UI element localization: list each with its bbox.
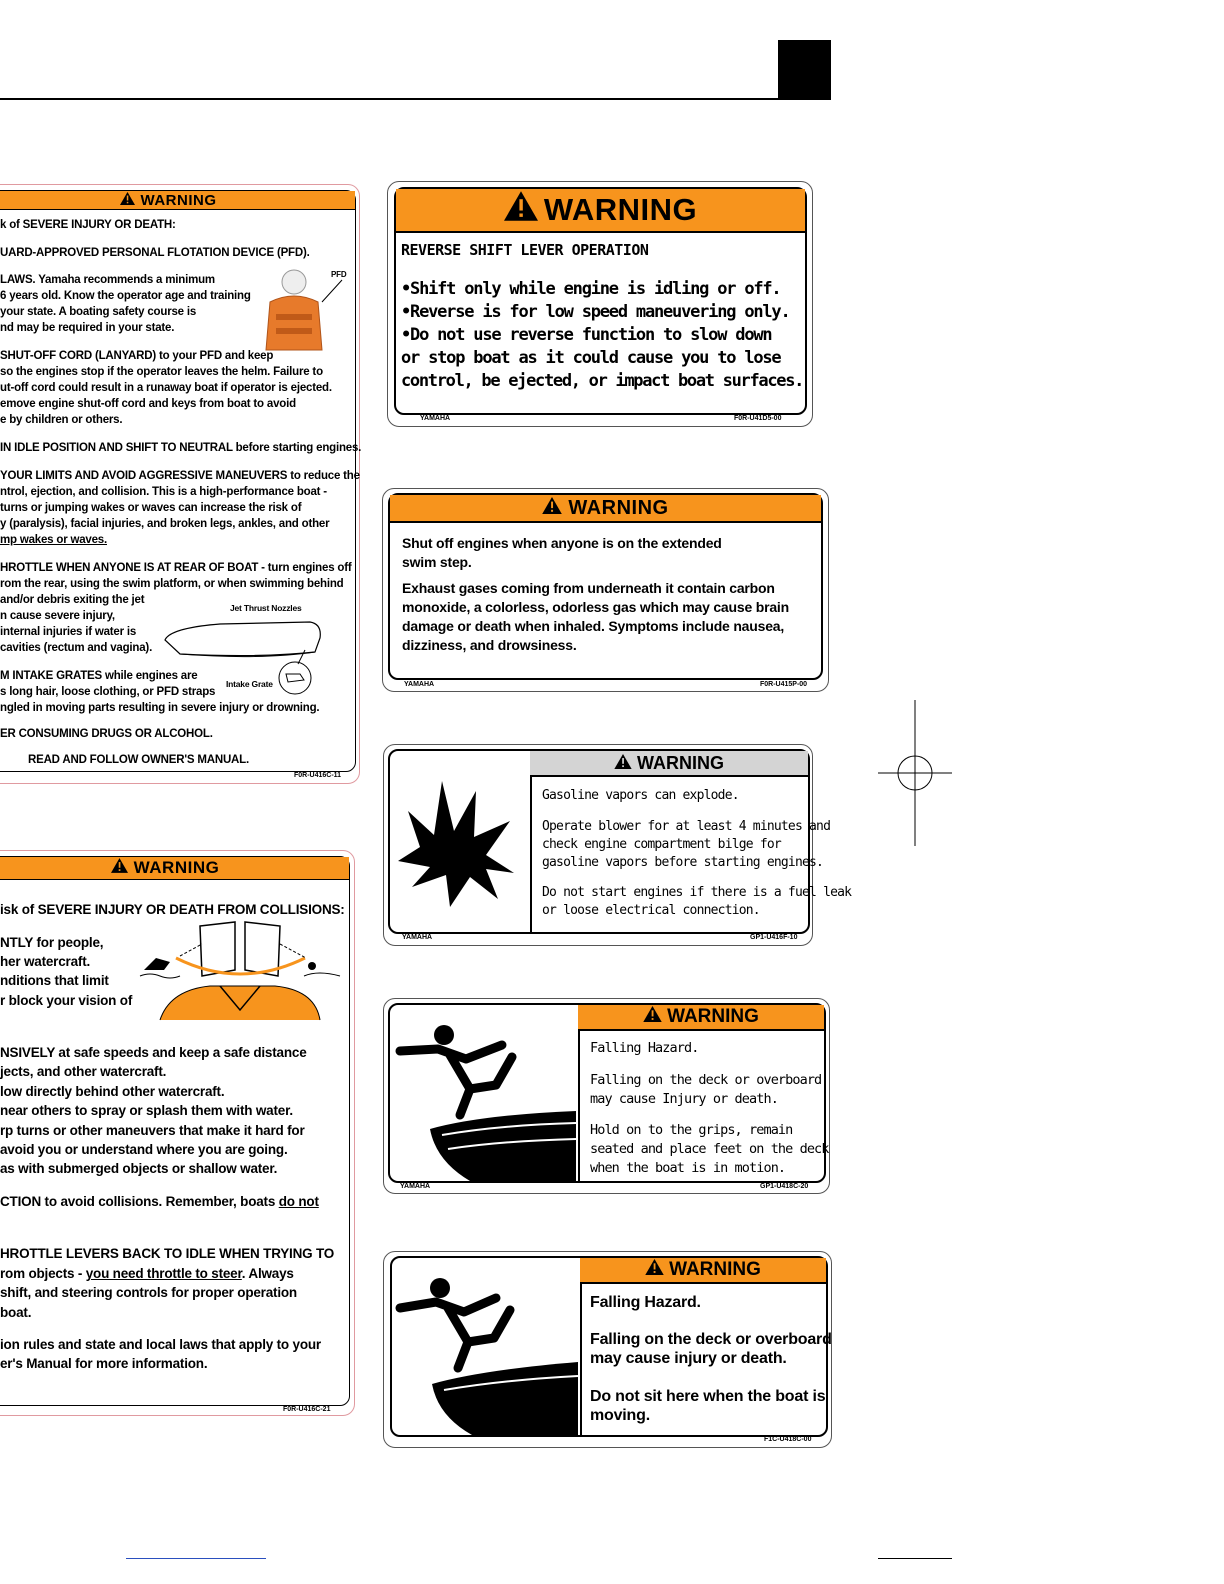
text-line bbox=[0, 1266, 294, 1281]
text-line: when the boat is in motion. bbox=[590, 1160, 786, 1176]
text-line: rom the rear, using the swim platform, or when swimming behind bbox=[0, 578, 344, 590]
text-line: as with submerged objects or shallow water. bbox=[0, 1161, 278, 1176]
text-line: Do not start engines if there is a fuel leak bbox=[542, 885, 852, 900]
text-line: control, be ejected, or impact boat surfaces. bbox=[401, 371, 804, 391]
label-brand: YAMAHA bbox=[402, 934, 433, 941]
warning-triangle-icon bbox=[614, 753, 632, 774]
text-line: ngled in moving parts resulting in severe injury or drowning. bbox=[0, 702, 320, 714]
text-span-underlined: you need throttle to steer bbox=[85, 1266, 242, 1281]
text-line: •Reverse is for low speed maneuvering only. bbox=[401, 302, 790, 322]
text-line: dizziness, and drowsiness. bbox=[402, 637, 577, 653]
text-line: monoxide, a colorless, odorless gas which may cause brain bbox=[402, 599, 789, 615]
boat-jet-nozzles-icon bbox=[160, 610, 330, 700]
label-brand: YAMAHA bbox=[400, 1183, 431, 1190]
warning-triangle-icon bbox=[542, 497, 562, 520]
label-code: F1C-U418C-00 bbox=[764, 1436, 812, 1443]
label-title: REVERSE SHIFT LEVER OPERATION bbox=[401, 241, 649, 259]
text-line: nditions that limit bbox=[0, 973, 109, 988]
warning-label-swimstep bbox=[388, 493, 823, 680]
intake-grate-label: Intake Grate bbox=[226, 679, 273, 689]
text-line: nd may be required in your state. bbox=[0, 322, 175, 334]
label-code: F0R-U416C-11 bbox=[294, 772, 342, 779]
text-line: ntrol, ejection, and collision. This is a high-performance boat - bbox=[0, 486, 327, 498]
text-line: boat. bbox=[0, 1305, 32, 1320]
text-line: Falling on the deck or overboard bbox=[590, 1072, 822, 1088]
text-line: Exhaust gases coming from underneath it contain carbon bbox=[402, 580, 775, 596]
text-line: n cause severe injury, bbox=[0, 610, 115, 622]
label-code: F0R-U415P-00 bbox=[760, 681, 808, 688]
text-line: Hold on to the grips, remain bbox=[590, 1122, 793, 1138]
text-line: your state. A boating safety course is bbox=[0, 306, 197, 318]
falling-person-icon bbox=[392, 1258, 580, 1435]
text-line: UARD-APPROVED PERSONAL FLOTATION DEVICE (PFD). bbox=[0, 247, 310, 259]
falling-person-icon bbox=[390, 1005, 578, 1181]
text-line: Operate blower for at least 4 minutes and bbox=[542, 819, 831, 834]
text-line: near others to spray or splash them with water. bbox=[0, 1103, 293, 1118]
warning-label-gasoline bbox=[388, 749, 852, 934]
falling-pictogram-panel bbox=[392, 1258, 582, 1435]
warning-header-text: WARNING bbox=[140, 191, 217, 209]
text-line: LAWS. Yamaha recommends a minimum bbox=[0, 274, 215, 286]
text-span: rom objects - bbox=[0, 1266, 86, 1281]
collision-lookout-icon bbox=[140, 914, 345, 1022]
page-tab-marker bbox=[778, 40, 831, 100]
warning-triangle-icon bbox=[645, 1259, 664, 1281]
text-line: Do not sit here when the boat is bbox=[590, 1388, 826, 1405]
warning-label-falling2 bbox=[390, 1256, 832, 1437]
text-line: shift, and steering controls for proper operation bbox=[0, 1285, 297, 1300]
text-line: y (paralysis), facial injuries, and broken legs, ankles, and other bbox=[0, 518, 330, 530]
text-line: so the engines stop if the operator leaves the helm. Failure to bbox=[0, 366, 323, 378]
text-span: . Always bbox=[241, 1266, 294, 1281]
text-line: NSIVELY at safe speeds and keep a safe distance bbox=[0, 1045, 307, 1060]
label-code: F0R-U41D5-00 bbox=[734, 415, 782, 422]
text-line: Falling Hazard. bbox=[590, 1040, 699, 1056]
text-line: ut-off cord could result in a runaway boat if operator is ejected. bbox=[0, 382, 332, 394]
falling-pictogram-panel bbox=[390, 1005, 580, 1181]
text-line: HROTTLE WHEN ANYONE IS AT REAR OF BOAT - turn engines off bbox=[0, 562, 352, 574]
text-line: Shut off engines when anyone is on the extended bbox=[402, 535, 722, 551]
text-span-underlined: do not bbox=[278, 1194, 319, 1209]
text-line: seated and place feet on the deck bbox=[590, 1141, 829, 1157]
text-line: HROTTLE LEVERS BACK TO IDLE WHEN TRYING TO bbox=[0, 1246, 335, 1261]
text-line: ion rules and state and local laws that apply to your bbox=[0, 1337, 321, 1352]
text-line: er's Manual for more information. bbox=[0, 1356, 208, 1371]
text-line: isk of SEVERE INJURY OR DEATH FROM COLLISIONS: bbox=[0, 902, 345, 917]
text-line: Falling on the deck or overboard bbox=[590, 1331, 832, 1348]
text-line: may cause Injury or death. bbox=[590, 1091, 778, 1107]
text-line: may cause injury or death. bbox=[590, 1350, 787, 1367]
text-line: check engine compartment bilge for bbox=[542, 837, 781, 852]
warning-triangle-icon bbox=[504, 191, 538, 229]
text-line: swim step. bbox=[402, 554, 472, 570]
text-line: and/or debris exiting the jet bbox=[0, 594, 145, 606]
text-line: avoid you or understand where you are going. bbox=[0, 1142, 288, 1157]
text-line: 6 years old. Know the operator age and training bbox=[0, 290, 251, 302]
text-line: moving. bbox=[590, 1407, 650, 1424]
text-line: Gasoline vapors can explode. bbox=[542, 788, 739, 803]
footer-trim-rule bbox=[878, 1558, 952, 1559]
warning-header bbox=[580, 1258, 826, 1284]
text-line: SHUT-OFF CORD (LANYARD) to your PFD and keep bbox=[0, 350, 274, 362]
text-line: mp wakes or waves. bbox=[0, 534, 107, 546]
text-line: •Shift only while engine is idling or off. bbox=[401, 279, 781, 299]
text-line: rp turns or other maneuvers that make it hard for bbox=[0, 1123, 305, 1138]
text-line: gasoline vapors before starting engines. bbox=[542, 855, 824, 870]
page-header-rule bbox=[0, 98, 830, 100]
warning-header-text: WARNING bbox=[568, 496, 669, 519]
explosion-panel bbox=[390, 751, 532, 932]
pfd-callout-label: PFD bbox=[331, 270, 347, 279]
text-line: damage or death when inhaled. Symptoms include nausea, bbox=[402, 618, 785, 634]
label-code: GP1-U416F-10 bbox=[750, 934, 798, 941]
text-line: emove engine shut-off cord and keys from boat to avoid bbox=[0, 398, 296, 410]
text-line: r block your vision of bbox=[0, 993, 133, 1008]
pfd-vest-icon bbox=[252, 262, 352, 354]
warning-triangle-icon bbox=[643, 1006, 662, 1028]
explosion-icon bbox=[390, 751, 530, 932]
text-line: jects, and other watercraft. bbox=[0, 1064, 167, 1079]
text-line: YOUR LIMITS AND AVOID AGGRESSIVE MANEUVERS to reduce the bbox=[0, 470, 360, 482]
label-code: F0R-U416C-21 bbox=[283, 1406, 331, 1413]
text-line: turns or jumping wakes or waves can increase the risk of bbox=[0, 502, 302, 514]
warning-header bbox=[396, 189, 805, 233]
warning-header-text: WARNING bbox=[543, 192, 698, 227]
warning-header bbox=[390, 495, 821, 523]
text-line: or loose electrical connection. bbox=[542, 903, 760, 918]
text-line: her watercraft. bbox=[0, 954, 91, 969]
warning-header-text: WARNING bbox=[667, 1006, 759, 1027]
label-brand: YAMAHA bbox=[420, 415, 451, 422]
text-line bbox=[0, 1194, 319, 1209]
label-brand: YAMAHA bbox=[404, 681, 435, 688]
text-line: e by children or others. bbox=[0, 414, 123, 426]
warning-header-text: WARNING bbox=[669, 1259, 761, 1280]
text-line: low directly behind other watercraft. bbox=[0, 1084, 225, 1099]
text-line: ER CONSUMING DRUGS OR ALCOHOL. bbox=[0, 728, 213, 740]
text-line: NTLY for people, bbox=[0, 935, 104, 950]
warning-header bbox=[578, 1005, 824, 1031]
warning-label-falling1 bbox=[388, 1003, 829, 1183]
text-line: or stop boat as it could cause you to lose bbox=[401, 348, 781, 368]
label-code: GP1-U418C-20 bbox=[760, 1183, 809, 1190]
text-line: READ AND FOLLOW OWNER'S MANUAL. bbox=[28, 754, 249, 766]
text-line: IN IDLE POSITION AND SHIFT TO NEUTRAL before starting engines. bbox=[0, 442, 362, 454]
warning-header-text: WARNING bbox=[637, 752, 724, 773]
text-line: k of SEVERE INJURY OR DEATH: bbox=[0, 219, 176, 231]
text-line: cavities (rectum and vagina). bbox=[0, 642, 153, 654]
text-span: CTION to avoid collisions. Remember, boats bbox=[0, 1194, 279, 1209]
text-line: s long hair, loose clothing, or PFD straps bbox=[0, 686, 216, 698]
footer-link-rule bbox=[126, 1558, 266, 1559]
warning-header-text: WARNING bbox=[133, 858, 220, 877]
text-line: M INTAKE GRATES while engines are bbox=[0, 670, 198, 682]
jet-nozzles-label: Jet Thrust Nozzles bbox=[230, 603, 302, 613]
text-line: •Do not use reverse function to slow down bbox=[401, 325, 772, 345]
registration-mark-icon bbox=[878, 700, 952, 846]
warning-header bbox=[530, 751, 808, 777]
text-line: internal injuries if water is bbox=[0, 626, 137, 638]
text-line: Falling Hazard. bbox=[590, 1294, 701, 1311]
warning-label-reverse bbox=[394, 187, 807, 415]
